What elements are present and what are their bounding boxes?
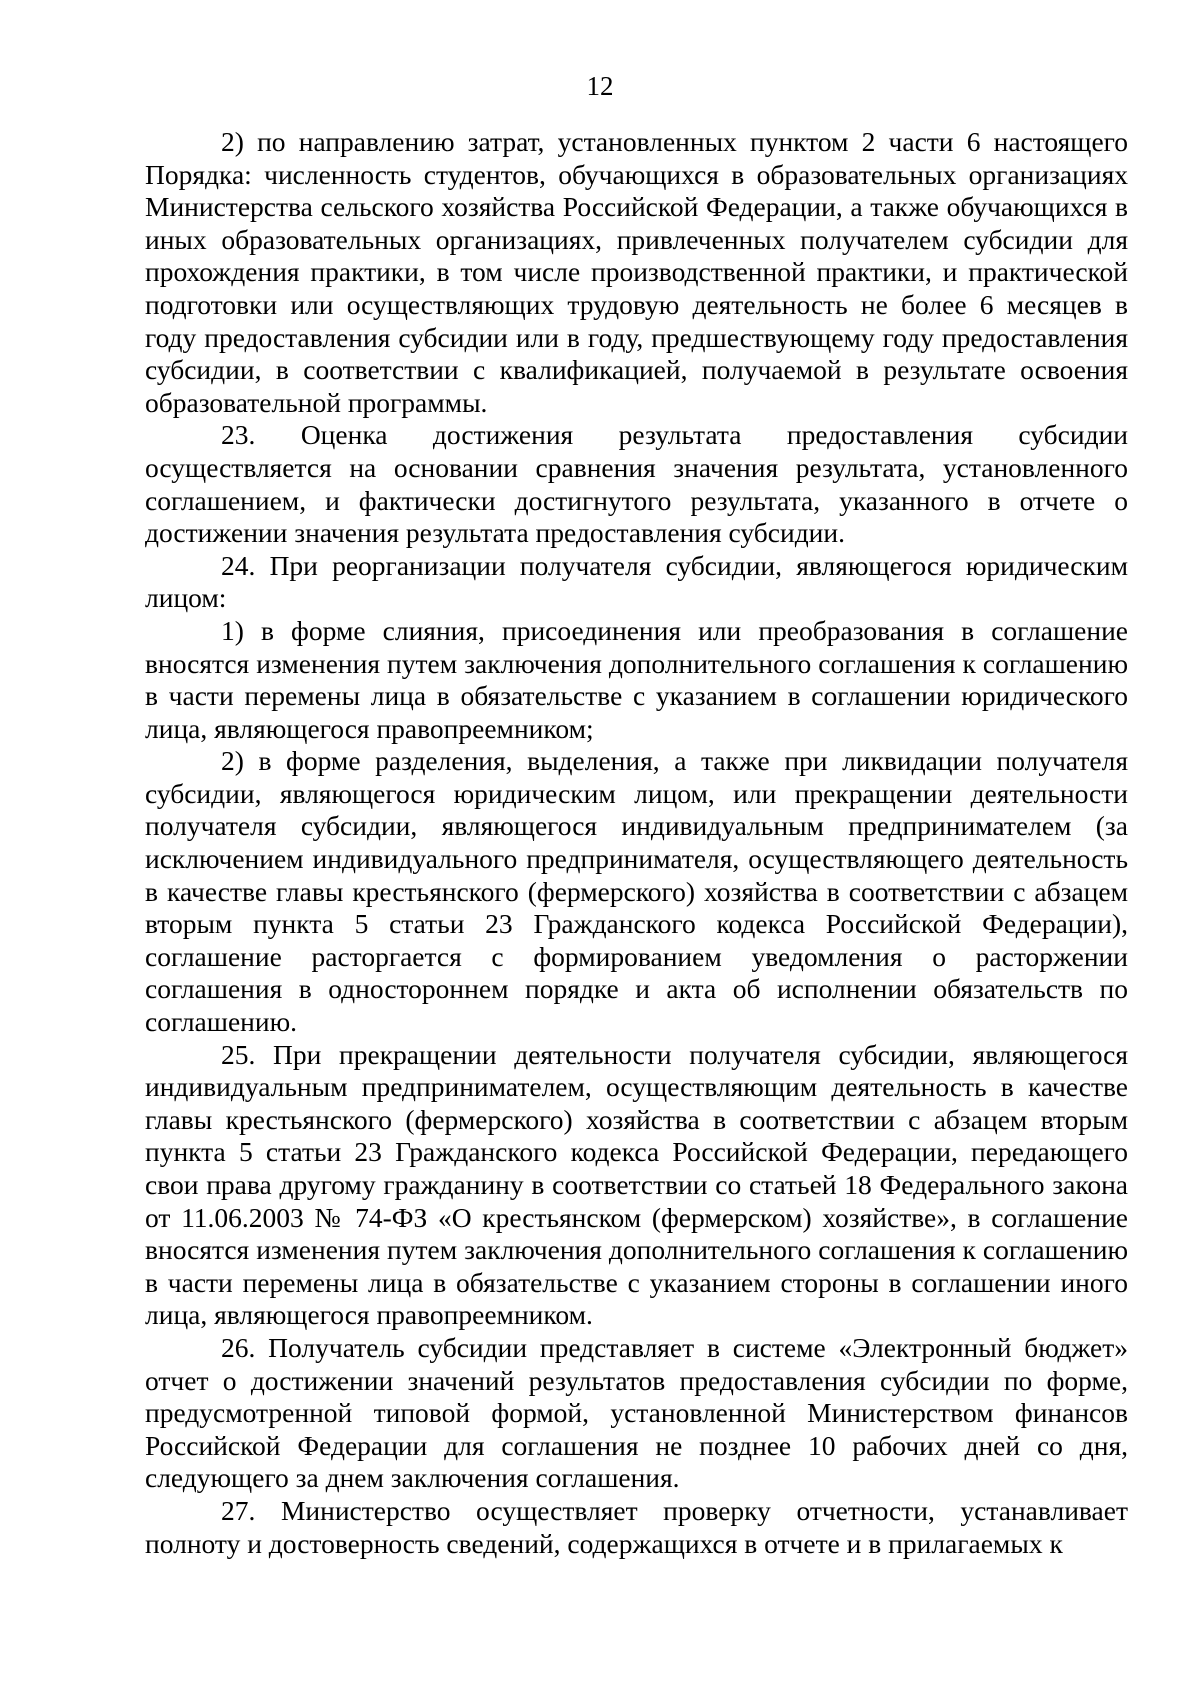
paragraph-27: 27. Министерство осуществляет проверку отчетности, устанавливает полноту и достоверность сведений, содержащихся в отчете и в прилагаемых к bbox=[145, 1494, 1128, 1559]
paragraph-24-item-1: 1) в форме слияния, присоединения или преобразования в соглашение вносятся изменения путем заключения дополнительного соглашения к соглашению в части перемены лица в обязательстве с указанием в соглашении юридического лица, являющегося правопреемником; bbox=[145, 614, 1128, 744]
paragraph-24: 24. При реорганизации получателя субсидии, являющегося юридическим лицом: bbox=[145, 549, 1128, 614]
paragraph-25: 25. При прекращении деятельности получателя субсидии, являющегося индивидуальным предпринимателем, осуществляющим деятельность в качестве главы крестьянского (фермерского) хозяйства в соответствии с абзацем вторым пункта 5 статьи 23 Гражданского кодекса Российской Федерации, передающего свои права другому гражданину в соответствии со статьей 18 Федерального закона от 11.06.2003 № 74-ФЗ «О крестьянском (фермерском) хозяйстве», в соглашение вносятся изменения путем заключения дополнительного соглашения к соглашению в части перемены лица в обязательстве с указанием стороны в соглашении иного лица, являющегося правопреемником. bbox=[145, 1038, 1128, 1331]
paragraph-item-2: 2) по направлению затрат, установленных пунктом 2 части 6 настоящего Порядка: численность студентов, обучающихся в образовательных организациях Министерства сельского хозяйства Российской Федерации, а также обучающихся в иных образовательных организациях, привлеченных получателем субсидии для прохождения практики, в том числе производственной практики, и практической подготовки или осуществляющих трудовую деятельность не более 6 месяцев в году предоставления субсидии или в году, предшествующему году предоставления субсидии, в соответствии с квалификацией, получаемой в результате освоения образовательной программы. bbox=[145, 126, 1128, 418]
document-body bbox=[145, 126, 1128, 1560]
paragraph-26: 26. Получатель субсидии представляет в системе «Электронный бюджет» отчет о достижении значений результатов предоставления субсидии по форме, предусмотренной типовой формой, установленной Министерством финансов Российской Федерации для соглашения не позднее 10 рабочих дней со дня, следующего за днем заключения соглашения. bbox=[145, 1331, 1128, 1494]
paragraph-24-item-2: 2) в форме разделения, выделения, а также при ликвидации получателя субсидии, являющегося юридическим лицом, или прекращении деятельности получателя субсидии, являющегося индивидуальным предпринимателем (за исключением индивидуального предпринимателя, осуществляющего деятельность в качестве главы крестьянского (фермерского) хозяйства в соответствии с абзацем вторым пункта 5 статьи 23 Гражданского кодекса Российской Федерации), соглашение расторгается с формированием уведомления о расторжении соглашения в одностороннем порядке и акта об исполнении обязательств по соглашению. bbox=[145, 745, 1128, 1038]
page-number: 12 bbox=[586, 71, 614, 101]
paragraph-23: 23. Оценка достижения результата предоставления субсидии осуществляется на основании сравнения значения результата, установленного соглашением, и фактически достигнутого результата, указанного в отчете о достижении значения результата предоставления субсидии. bbox=[145, 419, 1128, 549]
